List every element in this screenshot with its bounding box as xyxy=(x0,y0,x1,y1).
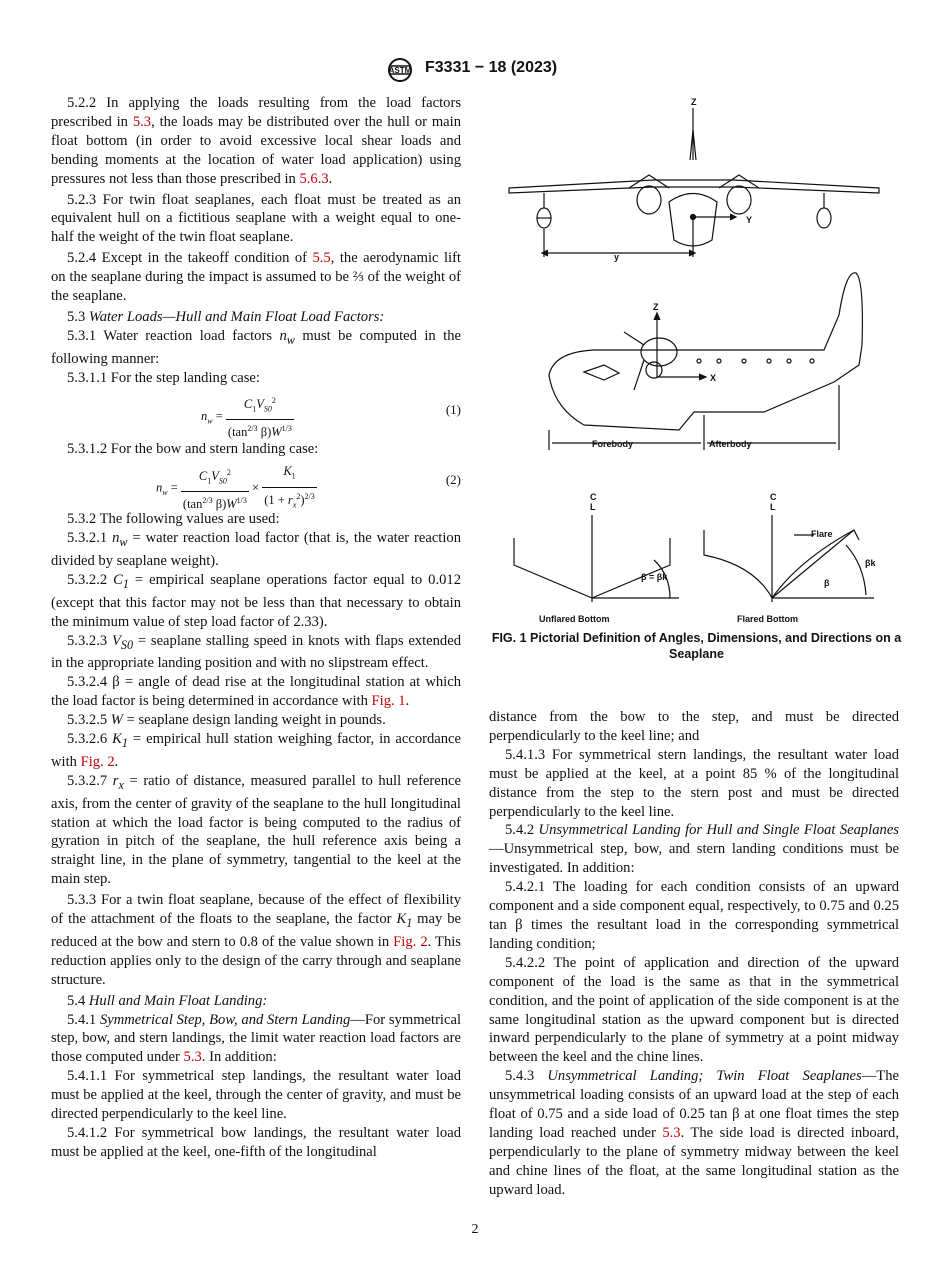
para-5-3-2-3: 5.3.2.3 $V_{S0}$ = seaplane stalling speed in knots with flaps extended in the appropriate landing position and with no slipstream effect. xyxy=(51,632,461,672)
equation-2: $n_w$ = $\frac{C_1V_{S0}^2}{(\tan^{2/3} \beta)W^{1/3}}$ × $\frac{K_1}{(1 + r_x^2)^{2/3}}$ (2) xyxy=(156,464,461,512)
equation-1-number: (1) xyxy=(445,401,461,417)
para-5-4: 5.4 Hull and Main Float Landing: xyxy=(67,992,268,1009)
unflared-bottom-section xyxy=(514,492,679,624)
para-5-3-1-2: 5.3.1.2 For the bow and stern landing case: xyxy=(67,440,319,457)
svg-text:L: L xyxy=(590,502,596,512)
para-5-4-1-2: 5.4.1.2 For symmetrical bow landings, the resultant water load must be applied at the keel, one-fifth of the longitudinal xyxy=(51,1124,461,1160)
astm-logo xyxy=(380,57,420,83)
left-column xyxy=(51,94,461,1162)
figure-1-seaplane-diagram xyxy=(494,90,904,635)
svg-text:Z: Z xyxy=(653,302,659,312)
para-5-3: 5.3 Water Loads—Hull and Main Float Load Factors: xyxy=(67,308,385,325)
svg-text:Forebody: Forebody xyxy=(592,439,634,449)
link-5-3c[interactable]: 5.3 xyxy=(662,1124,681,1141)
svg-text:Z: Z xyxy=(691,97,697,107)
svg-text:Flared Bottom: Flared Bottom xyxy=(737,614,799,624)
front-view xyxy=(509,97,879,262)
page-header xyxy=(0,57,950,83)
link-5-6-3[interactable]: 5.6.3 xyxy=(299,170,329,187)
para-5-2-3: 5.2.3 For twin float seaplanes, each float must be treated as an equivalent hull on a fictitious seaplane with a weight equal to one-half the weight of the twin float seaplane. xyxy=(51,191,461,246)
link-fig-2b[interactable]: Fig. 2 xyxy=(393,933,428,950)
para-continued: distance from the bow to the step, and must be directed perpendicularly to the keel line; and xyxy=(489,709,899,744)
para-5-4-1-1: 5.4.1.1 For symmetrical step landings, the resultant water load must be applied at the keel, through the center of gravity, and must be directed perpendicularly to the keel line. xyxy=(51,1068,461,1123)
svg-text:βk: βk xyxy=(865,558,876,568)
para-5-3-1-1: 5.3.1.1 For the step landing case: xyxy=(67,369,260,386)
svg-text:L: L xyxy=(770,502,776,512)
page-number: 2 xyxy=(471,1222,479,1237)
para-5-3-2-1: 5.3.2.1 $n_w$ = water reaction load factor (that is, the water reaction divided by seaplane weight). xyxy=(51,530,461,570)
flared-bottom-section xyxy=(704,492,876,624)
para-5-2-4: 5.2.4 Except in the takeoff condition of 5.5, the aerodynamic lift on the seaplane during the impact is assumed to be ⅔ of the weight of the seaplane. xyxy=(51,250,461,305)
link-5-3b[interactable]: 5.3 xyxy=(183,1049,202,1066)
para-5-3-2-6: 5.3.2.6 $K_1$ = empirical hull station weighing factor, in accordance with Fig. 2. xyxy=(51,731,462,770)
para-5-2-2: 5.2.2 In applying the loads resulting from the load factors prescribed in 5.3, the loads may be distributed over the hull or main float bottom (in order to avoid excessive local shear loads and bending moments at the location of water load application) using pressures not less than those prescribed in 5.6.3. xyxy=(51,95,462,187)
svg-text:Flare: Flare xyxy=(811,529,833,539)
para-5-3-1: 5.3.1 Water reaction load factors $n_w$ must be computed in the following manner: xyxy=(51,327,461,367)
para-5-4-2: 5.4.2 Unsymmetrical Landing for Hull and Single Float Seaplanes—Unsymmetrical step, bow, and stern landing conditions must be investigated. In addition: xyxy=(489,822,899,877)
hull-side xyxy=(549,273,862,430)
svg-text:β = βk: β = βk xyxy=(641,572,668,582)
para-5-3-3: 5.3.3 For a twin float seaplane, because of the effect of flexibility of the attachment of the floats to the seaplane, the factor $K_1$ may be reduced at the bow and stern to 0.8 of the value shown in Fig. 2. This reduction applies only to the design of the carry through and seaplane structure. xyxy=(51,892,462,988)
link-5-5[interactable]: 5.5 xyxy=(312,250,331,267)
link-fig-2[interactable]: Fig. 2 xyxy=(80,753,115,770)
svg-text:X: X xyxy=(710,373,717,383)
para-5-4-2-1: 5.4.2.1 The loading for each condition consists of an upward component and a side component equal, respectively, to 0.75 and 0.25 tan β times the resultant load in the corresponding symmetrical landing condition; xyxy=(489,879,899,952)
right-column xyxy=(489,708,899,1200)
svg-text:Unflared Bottom: Unflared Bottom xyxy=(539,614,610,624)
link-5-3[interactable]: 5.3 xyxy=(132,113,152,130)
para-5-3-2-7: 5.3.2.7 $r_x$ = ratio of distance, measured parallel to hull reference axis, from the center of gravity of the seaplane to the hull longitudinal station at which the load factor is being computed to the radius of gyration in pitch of the seaplane, the hull reference axis being a straight line, in the plane of symmetry, tangential to the keel at the main step. xyxy=(51,772,462,888)
para-5-4-1: 5.4.1 Symmetrical Step, Bow, and Stern Landing—For symmetrical step, bow, and stern landings, the limit water reaction load factors are those computed under 5.3. In addition: xyxy=(51,1011,461,1066)
svg-text:ASTM: ASTM xyxy=(388,66,412,75)
svg-text:Afterbody: Afterbody xyxy=(709,439,752,449)
para-5-4-2-2: 5.4.2.2 The point of application and direction of the upward component of the load is the same as that in the symmetrical condition, and the point of application of the side component is at the same longitudinal station as the upward component but is directed inward perpendicularly to the plane of symmetry at a point midway between the keel and the chine lines. xyxy=(489,954,899,1066)
equation-2-number: (2) xyxy=(445,472,461,488)
svg-text:C: C xyxy=(770,492,777,502)
svg-text:Y: Y xyxy=(746,215,753,225)
wing-front xyxy=(509,180,879,193)
para-5-4-3: 5.4.3 Unsymmetrical Landing; Twin Float Seaplanes—The unsymmetrical loading consists of an upward load at the step of each float of 0.75 and a side load of 0.25 tan β at one float times the step landing load reached under 5.3. The side load is directed inboard, perpendicularly to the plane of symmetry midway between the keel and chine lines of the float, at the same longitudinal station as the upward load. xyxy=(489,1068,899,1198)
link-fig-1[interactable]: Fig. 1 xyxy=(371,693,406,710)
para-5-3-2-5: 5.3.2.5 W = seaplane design landing weight in pounds. xyxy=(67,712,386,729)
svg-text:y: y xyxy=(614,252,620,262)
figure-1-caption: FIG. 1 Pictorial Definition of Angles, Dimensions, and Directions on a Seaplane xyxy=(491,631,902,661)
svg-text:β: β xyxy=(824,578,830,588)
para-5-3-2: 5.3.2 The following values are used: xyxy=(67,511,280,528)
para-5-3-2-4: 5.3.2.4 β = angle of dead rise at the longitudinal station at which the load factor is being determined in accordance with Fig. 1. xyxy=(51,674,461,710)
para-5-3-2-2: 5.3.2.2 $C_1$ = empirical seaplane operations factor equal to 0.012 (except that this factor may not be less than that necessary to obtain the minimum value of step load factor of 2.33). xyxy=(51,572,461,630)
side-view xyxy=(549,273,862,450)
svg-text:C: C xyxy=(590,492,597,502)
para-5-4-1-3: 5.4.1.3 For symmetrical stern landings, the resultant water load must be applied at the keel, at a point 85 % of the longitudinal distance from the step to the stern post and must be directed perpendicularly to the keel line. xyxy=(489,746,899,820)
equation-1: $n_w$ = $\frac{C_1V_{S0}^2}{(\tan^{2/3} \beta)W^{1/3}}$ (1) xyxy=(51,392,461,434)
document-id: F3331 − 18 (2023) xyxy=(425,59,558,76)
